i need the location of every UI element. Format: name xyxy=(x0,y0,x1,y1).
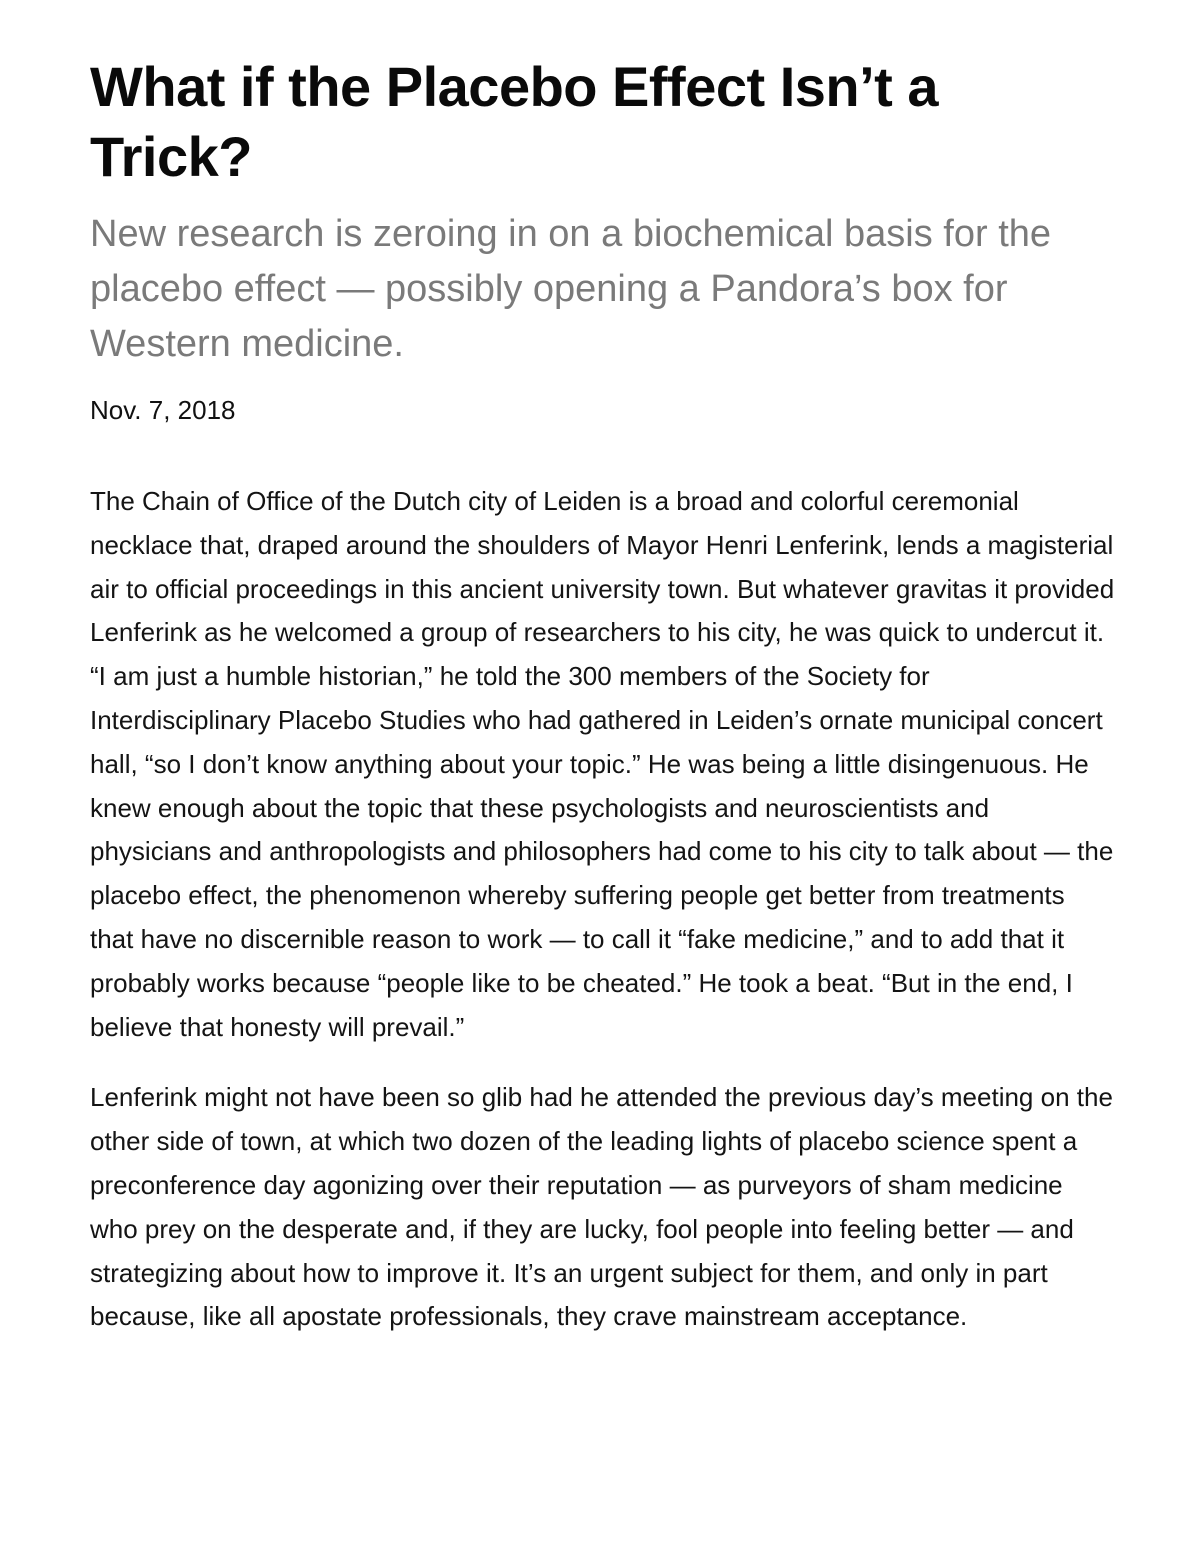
article-title: What if the Placebo Effect Isn’t a Trick? xyxy=(90,55,939,188)
body-paragraph: Lenferink might not have been so glib had he attended the previous day’s meeting on the other side of town, at which two dozen of the leading lights of placebo science spent a preconference day agonizing over their reputation — as purveyors of sham medicine who prey on the desperate and, if they are lucky, fool people into feeling better — and strategizing about how to improve it. It’s an urgent subject for them, and only in part because, like all apostate professionals, they crave mainstream acceptance. xyxy=(90,1082,1113,1332)
article xyxy=(90,52,1120,1366)
article-body xyxy=(90,480,1120,1339)
article-subtitle: New research is zeroing in on a biochemical basis for the placebo effect — possibly opening a Pandora’s box for Western medicine. xyxy=(90,213,1052,365)
article-date: Nov. 7, 2018 xyxy=(90,395,236,425)
body-paragraph: The Chain of Office of the Dutch city of Leiden is a broad and colorful ceremonial necklace that, draped around the shoulders of Mayor Henri Lenferink, lends a magisterial air to official proceedings in this ancient university town. But whatever gravitas it provided Lenferink as he welcomed a group of researchers to his city, he was quick to undercut it. “I am just a humble historian,” he told the 300 members of the Society for Interdisciplinary Placebo Studies who had gathered in Leiden’s ornate municipal concert hall, “so I don’t know anything about your topic.” He was being a little disingenuous. He knew enough about the topic that these psychologists and neuroscientists and physicians and anthropologists and philosophers had come to his city to talk about — the placebo effect, the phenomenon whereby suffering people get better from treatments that have no discernible reason to work — to call it “fake medicine,” and to add that it probably works because “people like to be cheated.” He took a beat. “But in the end, I believe that honesty will prevail.” xyxy=(90,486,1115,1042)
